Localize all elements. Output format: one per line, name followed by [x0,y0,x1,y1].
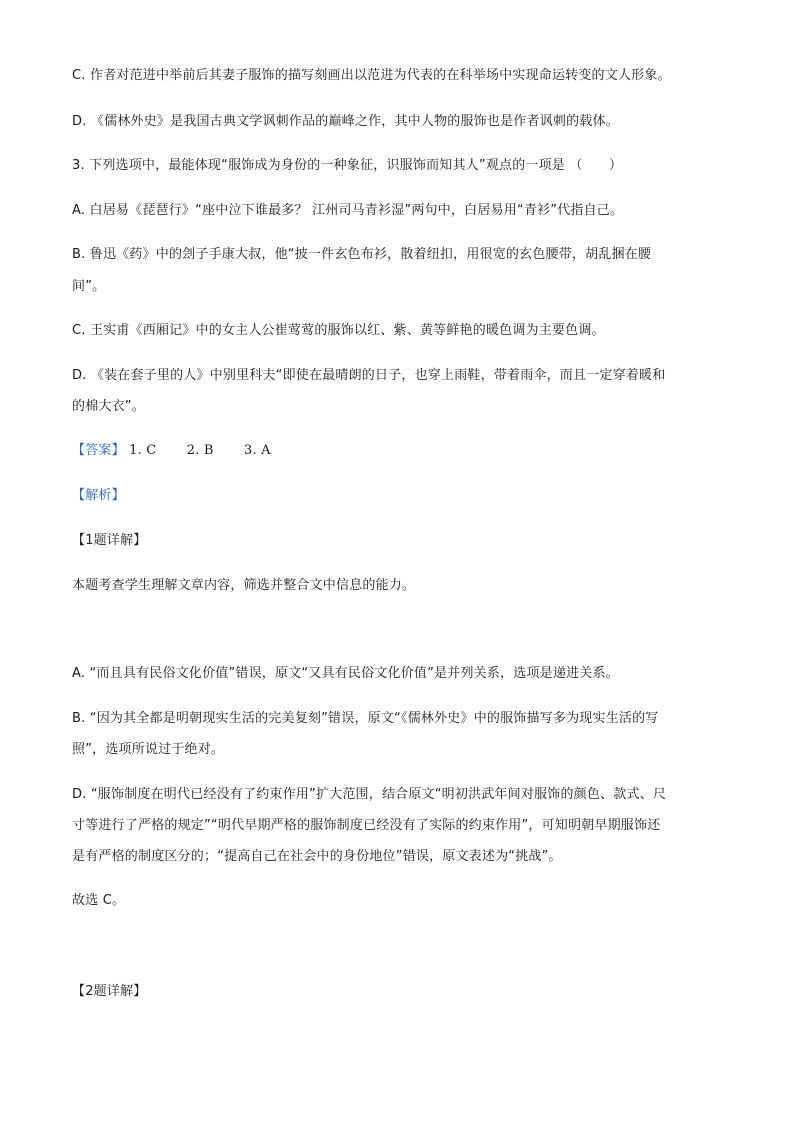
detail-1-option-b-line1: B. “因为其全都是明朝现实生活的完美复刻”错误，原文“《儒林外史》中的服饰描写多为现实生活的写 [72,711,659,726]
detail-2-tag: 【2题详解】 [72,984,147,999]
answer-line [72,441,722,461]
question-3-option-c: C. 王实甫《西厢记》中的女主人公崔莺莺的服饰以红、紫、黄等鲜艳的暖色调为主要色调。 [72,323,605,338]
detail-1-intro: 本题考查学生理解文章内容，筛选并整合文中信息的能力。 [72,578,416,593]
question-3-option-b-line2: 间”。 [72,279,106,294]
question-3-option-d-line1: D. 《装在套子里的人》中别里科夫“即使在最晴朗的日子，也穿上雨鞋，带着雨伞，而且一定穿着暖和 [72,368,666,383]
question-3-option-d-line2: 的棉大衣”。 [72,399,145,414]
detail-1-option-d-line1: D. “服饰制度在明代已经没有了约束作用”扩大范围，结合原文“明初洪武年间对服饰的颜色、款式、尺 [72,787,667,802]
answer-item: 1. C [129,443,157,458]
detail-1-conclusion: 故选 C。 [72,893,126,908]
detail-1-option-d-line3: 是有严格的制度区分的；“提高自己在社会中的身份地位”错误，原文表述为“挑战”。 [72,849,562,864]
option-2d: D. 《儒林外史》是我国古典文学讽刺作品的巅峰之作，其中人物的服饰也是作者讽刺的载体。 [72,114,619,129]
answer-item: 3. A [244,443,271,458]
question-3-option-b-line1: B. 鲁迅《药》中的刽子手康大叔，他“披一件玄色布衫，散着纽扣，用很宽的玄色腰带，胡乱捆在腰 [72,247,652,262]
analysis-tag: 【解析】 [72,488,125,503]
detail-1-option-d-line2: 寸等进行了严格的规定”“明代早期严格的服饰制度已经没有了实际的约束作用”，可知明朝早期服饰还 [72,818,661,833]
question-3-option-a: A. 白居易《琵琶行》“座中泣下谁最多？ 江州司马青衫湿”两句中，白居易用“青衫”代指自己。 [72,203,624,218]
detail-1-tag: 【1题详解】 [72,533,147,548]
detail-1-option-a: A. “而且具有民俗文化价值”错误，原文“又具有民俗文化价值”是并列关系，选项是递进关系。 [72,666,619,681]
option-2c: C. 作者对范进中举前后其妻子服饰的描写刻画出以范进为代表的在科举场中实现命运转变的文人形象。 [72,68,671,83]
answer-tag: 【答案】 [72,443,125,458]
question-3-stem: 3. 下列选项中，最能体现“服饰成为身份的一种象征，识服饰而知其人”观点的一项是 （ ） [72,158,623,173]
answer-item: 2. B [186,443,214,458]
detail-1-option-b-line2: 照”，选项所说过于绝对。 [72,742,225,757]
